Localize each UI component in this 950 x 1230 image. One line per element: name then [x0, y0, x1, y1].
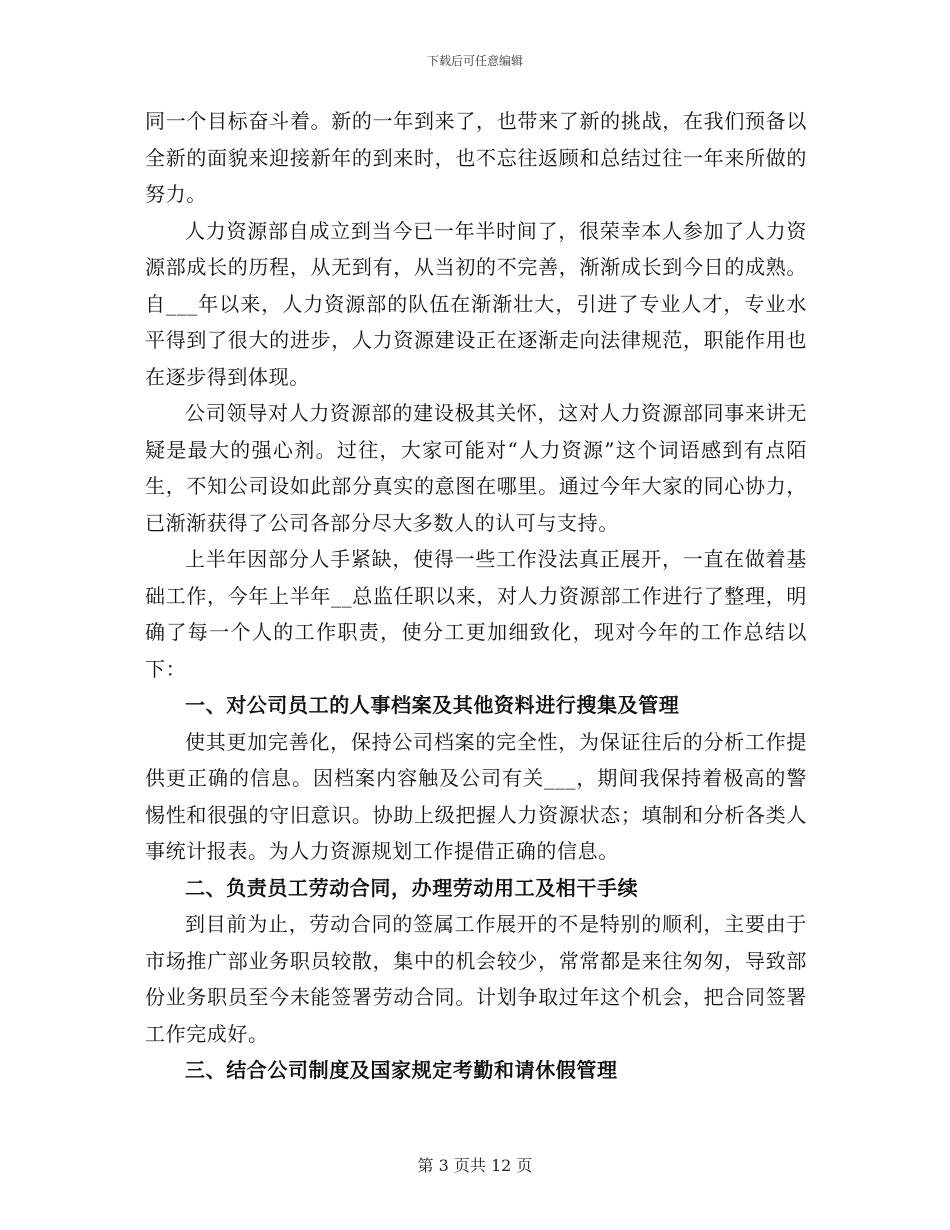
paragraph-5: 使其更加完善化，保持公司档案的完全性，为保证往后的分析工作提供更正确的信息。因档案内容触及公司有关___，期间我保持着极高的警惕性和很强的守旧意识。协助上级把握人力资源状态；填制和分析各类人事统计报表。为人力资源规划工作提借正确的信息。: [145, 729, 807, 863]
document-body: [145, 103, 807, 1089]
paragraph-4: 上半年因部分人手紧缺，使得一些工作没法真正展开，一直在做着基础工作，今年上半年__总监任职以来，对人力资源部工作进行了整理，明确了每一个人的工作职责，使分工更加细致化，现对今年的工作总结以下：: [145, 547, 807, 681]
paragraph-6: 到目前为止，劳动合同的签属工作展开的不是特别的顺利，主要由于市场推广部业务职员较散，集中的机会较少，常常都是来往匆匆，导致部份业务职员至今未能签署劳动合同。计划争取过年这个机会，把合同签署工作完成好。: [145, 912, 807, 1046]
paragraph-1: 同一个目标奋斗着。新的一年到来了，也带来了新的挑战，在我们预备以全新的面貌来迎接新年的到来时，也不忘往返顾和总结过往一年来所做的努力。: [145, 109, 807, 206]
section-heading-1: 一、对公司员工的人事档案及其他资料进行搜集及管理: [185, 693, 680, 717]
section-heading-2: 二、负责员工劳动合同，办理劳动用工及相干手续: [185, 875, 639, 900]
paragraph-3: 公司领导对人力资源部的建设极其关怀，这对人力资源部同事来讲无疑是最大的强心剂。过往，大家可能对“人力资源”这个词语感到有点陌生，不知公司设如此部分真实的意图在哪里。通过今年大家的同心协力，已渐渐获得了公司各部分尽大多数人的认可与支持。: [145, 401, 807, 535]
paragraph-2: 人力资源部自成立到当今已一年半时间了，很荣幸本人参加了人力资源部成长的历程，从无到有，从当初的不完善，渐渐成长到今日的成熟。自___年以来，人力资源部的队伍在渐渐壮大，引进了专业人才，专业水平得到了很大的进步，人力资源建设正在逐渐走向法律规范，职能作用也在逐步得到体现。: [145, 218, 807, 389]
page-number-footer: 第 3 页共 12 页: [417, 1156, 533, 1175]
section-heading-3: 三、结合公司制度及国家规定考勤和请休假管理: [185, 1058, 618, 1082]
page-header-note: 下载后可任意编辑: [426, 54, 523, 68]
